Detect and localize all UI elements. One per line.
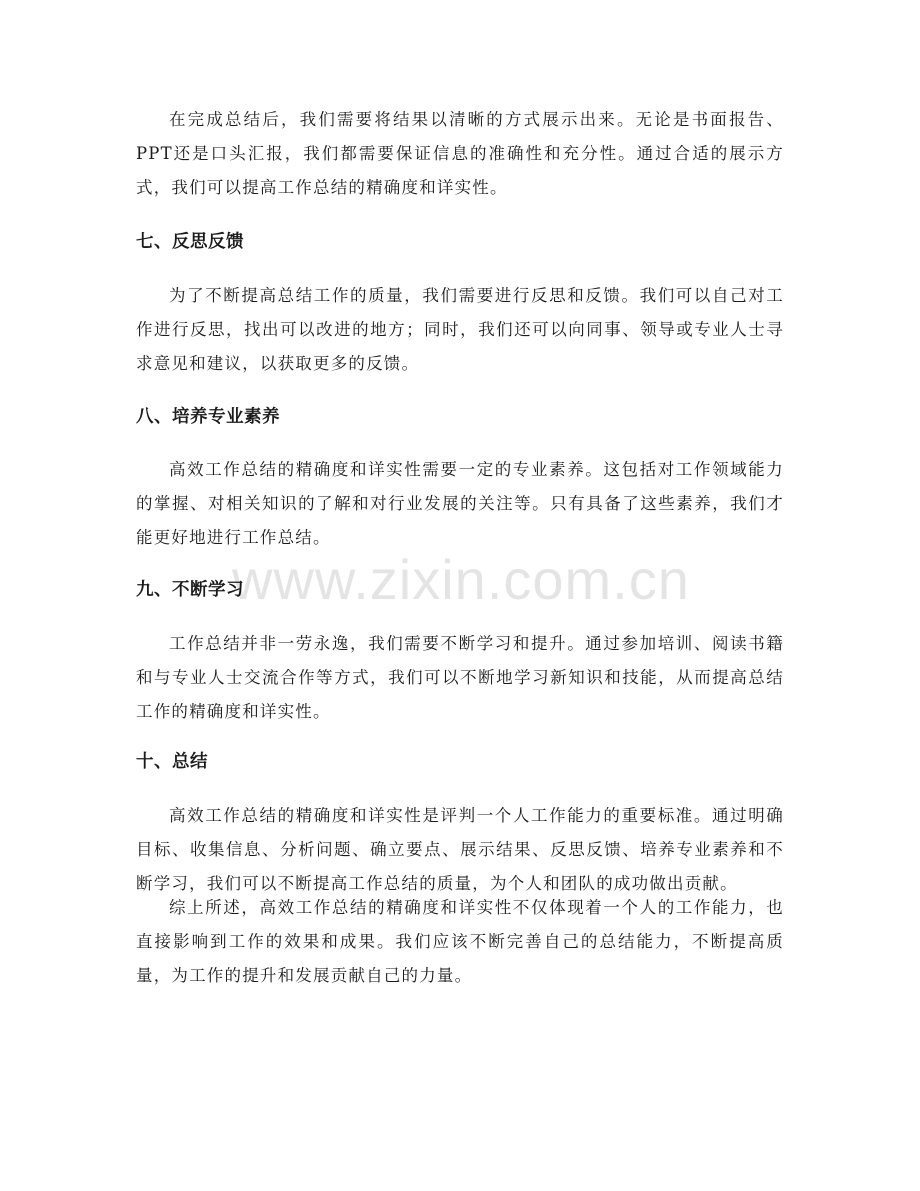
watermark: www.zixin.com.cn [232,548,690,611]
paragraph-reflection-feedback: 为了不断提高总结工作的质量，我们需要进行反思和反馈。我们可以自己对工作进行反思，找出可以改进的地方；同时，我们还可以向同事、领导或专业人士寻求意见和建议，以获取更多的反馈。 [136,286,784,373]
paragraph-presentation: 在完成总结后，我们需要将结果以清晰的方式展示出来。无论是书面报告、PPT还是口头汇报，我们都需要保证信息的准确性和充分性。通过合适的展示方式，我们可以提高工作总结的精确度和详实性。 [136,110,784,197]
heading-continuous-learning: 九、不断学习 [136,580,244,600]
paragraph-summary: 高效工作总结的精确度和详实性是评判一个人工作能力的重要标准。通过明确目标、收集信息、分析问题、确立要点、展示结果、反思反馈、培养专业素养和不断学习，我们可以不断提高工作总结的质量，为个人和团队的成功做出贡献。 [136,806,784,893]
heading-reflection-feedback: 七、反思反馈 [136,232,244,252]
paragraph-conclusion: 综上所述，高效工作总结的精确度和详实性不仅体现着一个人的工作能力，也直接影响到工作的效果和成果。我们应该不断完善自己的总结能力，不断提高质量，为工作的提升和发展贡献自己的力量。 [136,898,784,985]
heading-professional-competence: 八、培养专业素养 [136,407,280,427]
paragraph-continuous-learning: 工作总结并非一劳永逸，我们需要不断学习和提升。通过参加培训、阅读书籍和与专业人士交流合作等方式，我们可以不断地学习新知识和技能，从而提高总结工作的精确度和详实性。 [136,634,784,721]
heading-summary: 十、总结 [136,752,208,772]
paragraph-professional-competence: 高效工作总结的精确度和详实性需要一定的专业素养。这包括对工作领域能力的掌握、对相关知识的了解和对行业发展的关注等。只有具备了这些素养，我们才能更好地进行工作总结。 [136,460,784,547]
